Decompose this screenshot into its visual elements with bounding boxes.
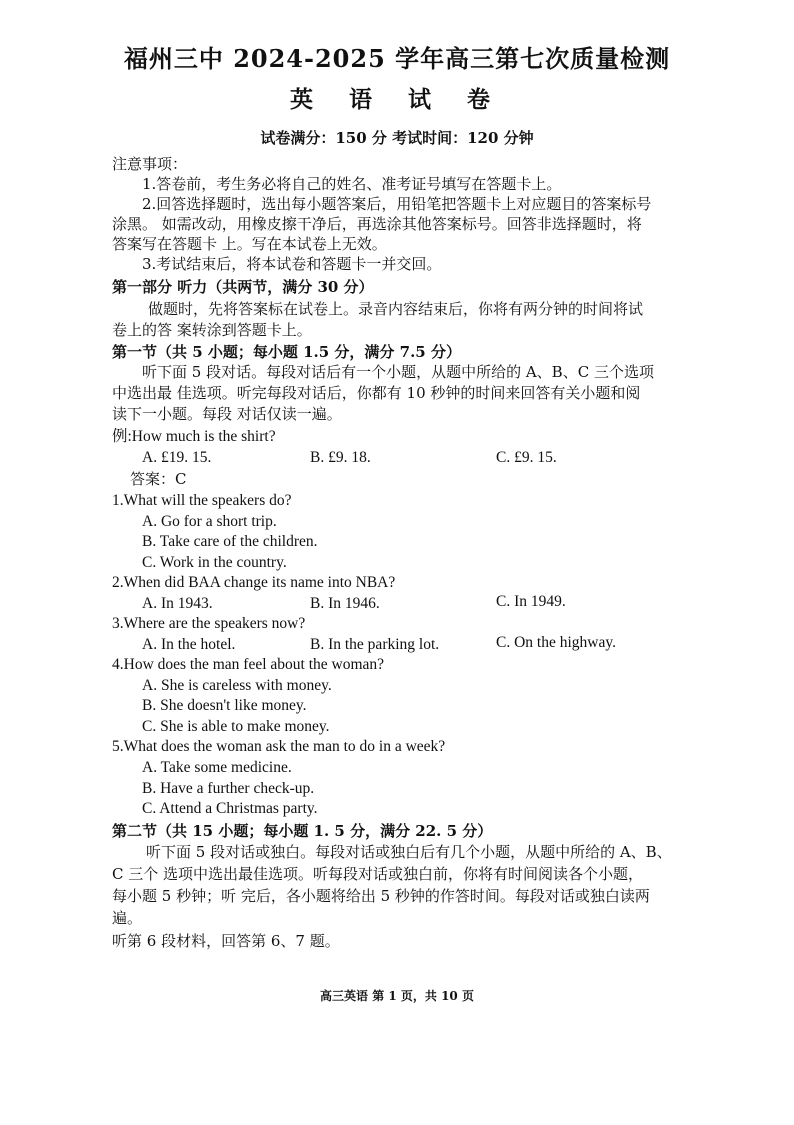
notice-heading: 注意事项：: [112, 155, 188, 173]
question-5-option-a: A. Take some medicine.: [142, 759, 292, 776]
example-option-b: B. £9. 18.: [310, 449, 371, 466]
section2-heading: 第二节（共 15 小题；每小题 1. 5 分，满分 22. 5 分）: [112, 822, 493, 840]
question-1-option-a: A. Go for a short trip.: [142, 513, 277, 530]
exam-meta: 试卷满分：150 分 考试时间：120 分钟: [260, 129, 534, 147]
question-2-option-a: A. In 1943.: [142, 595, 213, 612]
question-4-option-c: C. She is able to make money.: [142, 718, 330, 735]
question-5-option-b: B. Have a further check-up.: [142, 780, 315, 797]
example-question: 例:How much is the shirt?: [112, 428, 276, 445]
section2-instruction: 每小题 5 秒钟；听 完后，各小题将给出 5 秒钟的作答时间。每段对话或独白读两: [112, 887, 650, 905]
material-6-instruction: 听第 6 段材料，回答第 6、7 题。: [112, 932, 340, 950]
question-4-option-b: B. She doesn't like money.: [142, 697, 307, 714]
question-5-option-c: C. Attend a Christmas party.: [142, 800, 318, 817]
question-3-option-b: B. In the parking lot.: [310, 636, 440, 653]
section1-heading: 第一节（共 5 小题；每小题 1.5 分，满分 7.5 分）: [112, 343, 461, 361]
page-footer: 高三英语 第 1 页，共 10 页: [320, 989, 474, 1003]
section2-instruction: C 三个 选项中选出最佳选项。听每段对话或独白前，你将有时间阅读各个小题，: [112, 865, 644, 883]
example-answer: 答案：C: [130, 470, 187, 488]
question-1: 1.What will the speakers do?: [112, 492, 292, 509]
question-4: 4.How does the man feel about the woman?: [112, 656, 385, 673]
exam-subtitle: 英 语 试 卷: [289, 86, 505, 113]
section1-instruction: 读下一小题。每段 对话仅读一遍。: [112, 405, 342, 423]
question-5: 5.What does the woman ask the man to do in a week?: [112, 738, 446, 755]
section2-instruction: 听下面 5 段对话或独白。每段对话或独白后有几个小题，从题中所给的 A、B、: [146, 843, 672, 861]
notice-line: 3.考试结束后，将本试卷和答题卡一并交回。: [142, 255, 442, 273]
exam-title: 福州三中 2024-2025 学年高三第七次质量检测: [123, 44, 671, 73]
section2-instruction: 遍。: [112, 909, 143, 927]
question-2: 2.When did BAA change its name into NBA?: [112, 574, 396, 591]
question-1-option-c: C. Work in the country.: [142, 554, 287, 571]
part1-instruction: 卷上的答 案转涂到答题卡上。: [112, 321, 312, 339]
notice-line: 答案写在答题卡 上。写在本试卷上无效。: [112, 235, 387, 253]
example-option-a: A. £19. 15.: [142, 449, 212, 466]
section1-instruction: 中选出最 佳选项。听完每段对话后，你都有 10 秒钟的时间来回答有关小题和阅: [112, 384, 641, 402]
question-3-option-c: C. On the highway.: [496, 634, 616, 651]
notice-line: 1.答卷前，考生务必将自己的姓名、准考证号填写在答题卡上。: [142, 175, 562, 193]
question-3-option-a: A. In the hotel.: [142, 636, 236, 653]
notice-line: 涂黑。 如需改动，用橡皮擦干净后，再选涂其他答案标号。回答非选择题时，将: [112, 215, 642, 233]
question-2-option-c: C. In 1949.: [496, 593, 566, 610]
notice-line: 2.回答选择题时，选出每小题答案后，用铅笔把答题卡上对应题目的答案标号: [142, 195, 652, 213]
example-option-c: C. £9. 15.: [496, 449, 557, 466]
question-3: 3.Where are the speakers now?: [112, 615, 306, 632]
question-1-option-b: B. Take care of the children.: [142, 533, 318, 550]
section1-instruction: 听下面 5 段对话。每段对话后有一个小题，从题中所给的 A、B、C 三个选项: [142, 363, 654, 381]
question-4-option-a: A. She is careless with money.: [142, 677, 332, 694]
part1-heading: 第一部分 听力（共两节，满分 30 分）: [112, 278, 374, 296]
question-2-option-b: B. In 1946.: [310, 595, 380, 612]
part1-instruction: 做题时，先将答案标在试卷上。录音内容结束后，你将有两分钟的时间将试: [148, 300, 644, 318]
